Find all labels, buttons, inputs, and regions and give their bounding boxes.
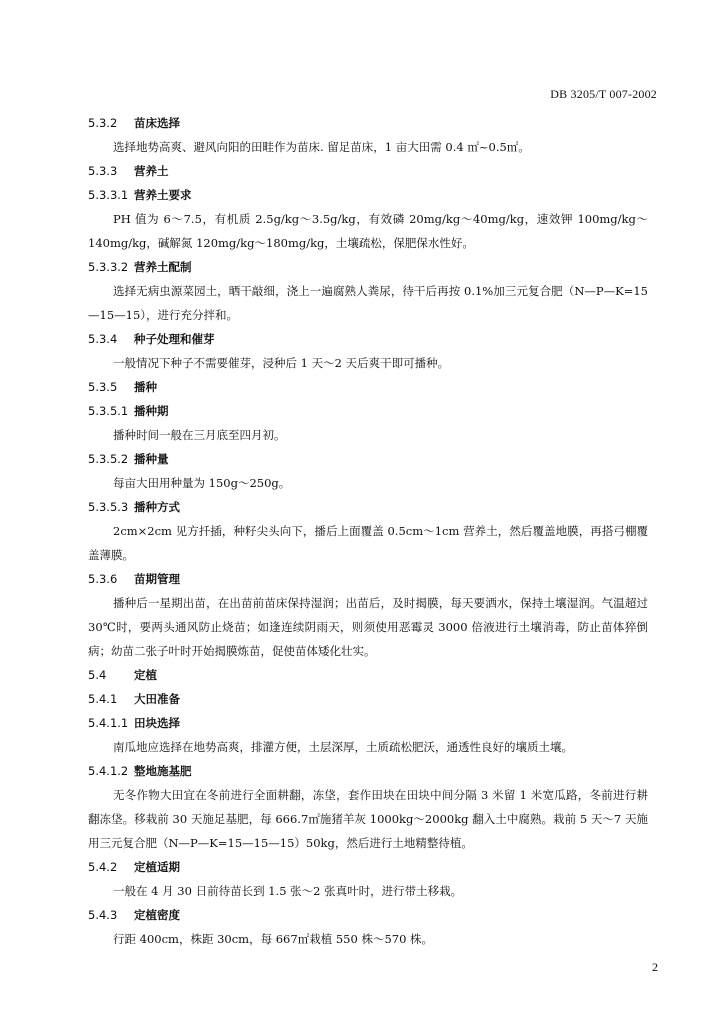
section-paragraph: 无冬作物大田宜在冬前进行全面耕翻，冻垡，套作田块在田块中间分隔 3 米留 1 米宽瓜路，冬前进行耕翻冻垡。移栽前 30 天施足基肥，每 666.7㎡施猪羊灰 1000kg～2000kg 翻入土中腐熟。栽前 5 天～7 天施用三元复合肥（N—P—K=15—15—15）50kg，然后进行土地精整待植。	[88, 788, 648, 850]
section-number: 5.3.6	[88, 572, 118, 586]
section-number: 5.3.3	[88, 164, 118, 178]
section-title: 定植适期	[134, 860, 180, 874]
section-paragraph: 2cm×2cm 见方扦插，种籽尖头向下，播后上面覆盖 0.5cm～1cm 营养土，然后覆盖地膜，再搭弓棚覆盖薄膜。	[88, 524, 648, 562]
section-number: 5.3.3.2	[88, 260, 129, 274]
section-number: 5.4.2	[88, 860, 118, 874]
section-heading	[88, 183, 648, 207]
section-paragraph: 一般在 4 月 30 日前待苗长到 1.5 张～2 张真叶时，进行带土移栽。	[113, 884, 463, 898]
section-number: 5.3.5.1	[88, 404, 129, 418]
section-number: 5.4.3	[88, 908, 118, 922]
section-paragraph: 选择地势高爽、避风向阳的田畦作为苗床. 留足苗床，1 亩大田需 0.4 ㎡~0.5㎡。	[113, 140, 530, 154]
section-number: 5.4.1	[88, 692, 118, 706]
section-heading	[88, 855, 648, 879]
document-body	[88, 111, 648, 951]
section-number: 5.4.1.2	[88, 764, 129, 778]
page-number: 2	[652, 960, 658, 974]
section-heading	[88, 255, 648, 279]
section-heading	[88, 111, 648, 135]
section-number: 5.3.5.3	[88, 500, 129, 514]
section-title: 营养土配制	[134, 260, 192, 274]
section-title: 播种量	[134, 452, 169, 466]
section-paragraph: 南瓜地应选择在地势高爽，排灌方便，土层深厚，土质疏松肥沃，通透性良好的壤质土壤。	[113, 740, 573, 754]
section-heading	[88, 903, 648, 927]
section-title: 整地施基肥	[134, 764, 192, 778]
section-heading	[88, 759, 648, 783]
section-heading	[88, 711, 648, 735]
section-title: 营养土	[134, 164, 169, 178]
section-paragraph: 一般情况下种子不需要催芽，浸种后 1 天～2 天后爽干即可播种。	[113, 356, 450, 370]
section-paragraph: 每亩大田用种量为 150g～250g。	[113, 476, 291, 490]
section-heading	[88, 375, 648, 399]
section-heading	[88, 663, 648, 687]
section-heading	[88, 567, 648, 591]
section-heading	[88, 159, 648, 183]
section-title: 苗床选择	[134, 116, 180, 130]
section-number: 5.4	[88, 668, 107, 682]
section-title: 大田准备	[134, 692, 180, 706]
document-code: DB 3205/T 007-2002	[550, 87, 657, 101]
section-heading	[88, 327, 648, 351]
section-title: 播种方式	[134, 500, 180, 514]
section-number: 5.3.2	[88, 116, 118, 130]
section-heading	[88, 495, 648, 519]
section-title: 播种期	[134, 404, 169, 418]
section-title: 种子处理和催芽	[134, 332, 215, 346]
section-paragraph: 选择无病虫源菜园土，晒干敲细，浇上一遍腐熟人粪尿，待干后再按 0.1%加三元复合肥（N—P—K=15—15—15），进行充分拌和。	[88, 284, 648, 322]
section-number: 5.3.3.1	[88, 188, 129, 202]
section-number: 5.4.1.1	[88, 716, 129, 730]
section-number: 5.3.4	[88, 332, 118, 346]
section-title: 田块选择	[134, 716, 180, 730]
section-heading	[88, 687, 648, 711]
section-title: 营养土要求	[134, 188, 192, 202]
section-heading	[88, 447, 648, 471]
section-number: 5.3.5	[88, 380, 118, 394]
section-paragraph: 播种后一星期出苗，在出苗前苗床保持湿润；出苗后，及时揭膜，每天要洒水，保持土壤湿润。气温超过 30℃时，要两头通风防止烧苗；如逢连续阴雨天，则须使用恶霉灵 3000 倍液进行土壤消毒，防止苗体猝倒病；幼苗二张子叶时开始揭膜炼苗，促使苗体矮化壮实。	[88, 596, 648, 658]
section-paragraph: 播种时间一般在三月底至四月初。	[113, 428, 286, 442]
section-title: 苗期管理	[134, 572, 180, 586]
section-heading	[88, 399, 648, 423]
section-title: 定植	[134, 668, 157, 682]
section-number: 5.3.5.2	[88, 452, 129, 466]
section-title: 播种	[134, 380, 157, 394]
section-paragraph: PH 值为 6～7.5，有机质 2.5g/kg～3.5g/kg，有效磷 20mg/kg～40mg/kg，速效钾 100mg/kg～140mg/kg，碱解氮 120mg/kg～180mg/kg，土壤疏松，保肥保水性好。	[88, 212, 648, 250]
section-paragraph: 行距 400cm，株距 30cm，每 667㎡栽植 550 株～570 株。	[113, 932, 434, 946]
section-title: 定植密度	[134, 908, 180, 922]
